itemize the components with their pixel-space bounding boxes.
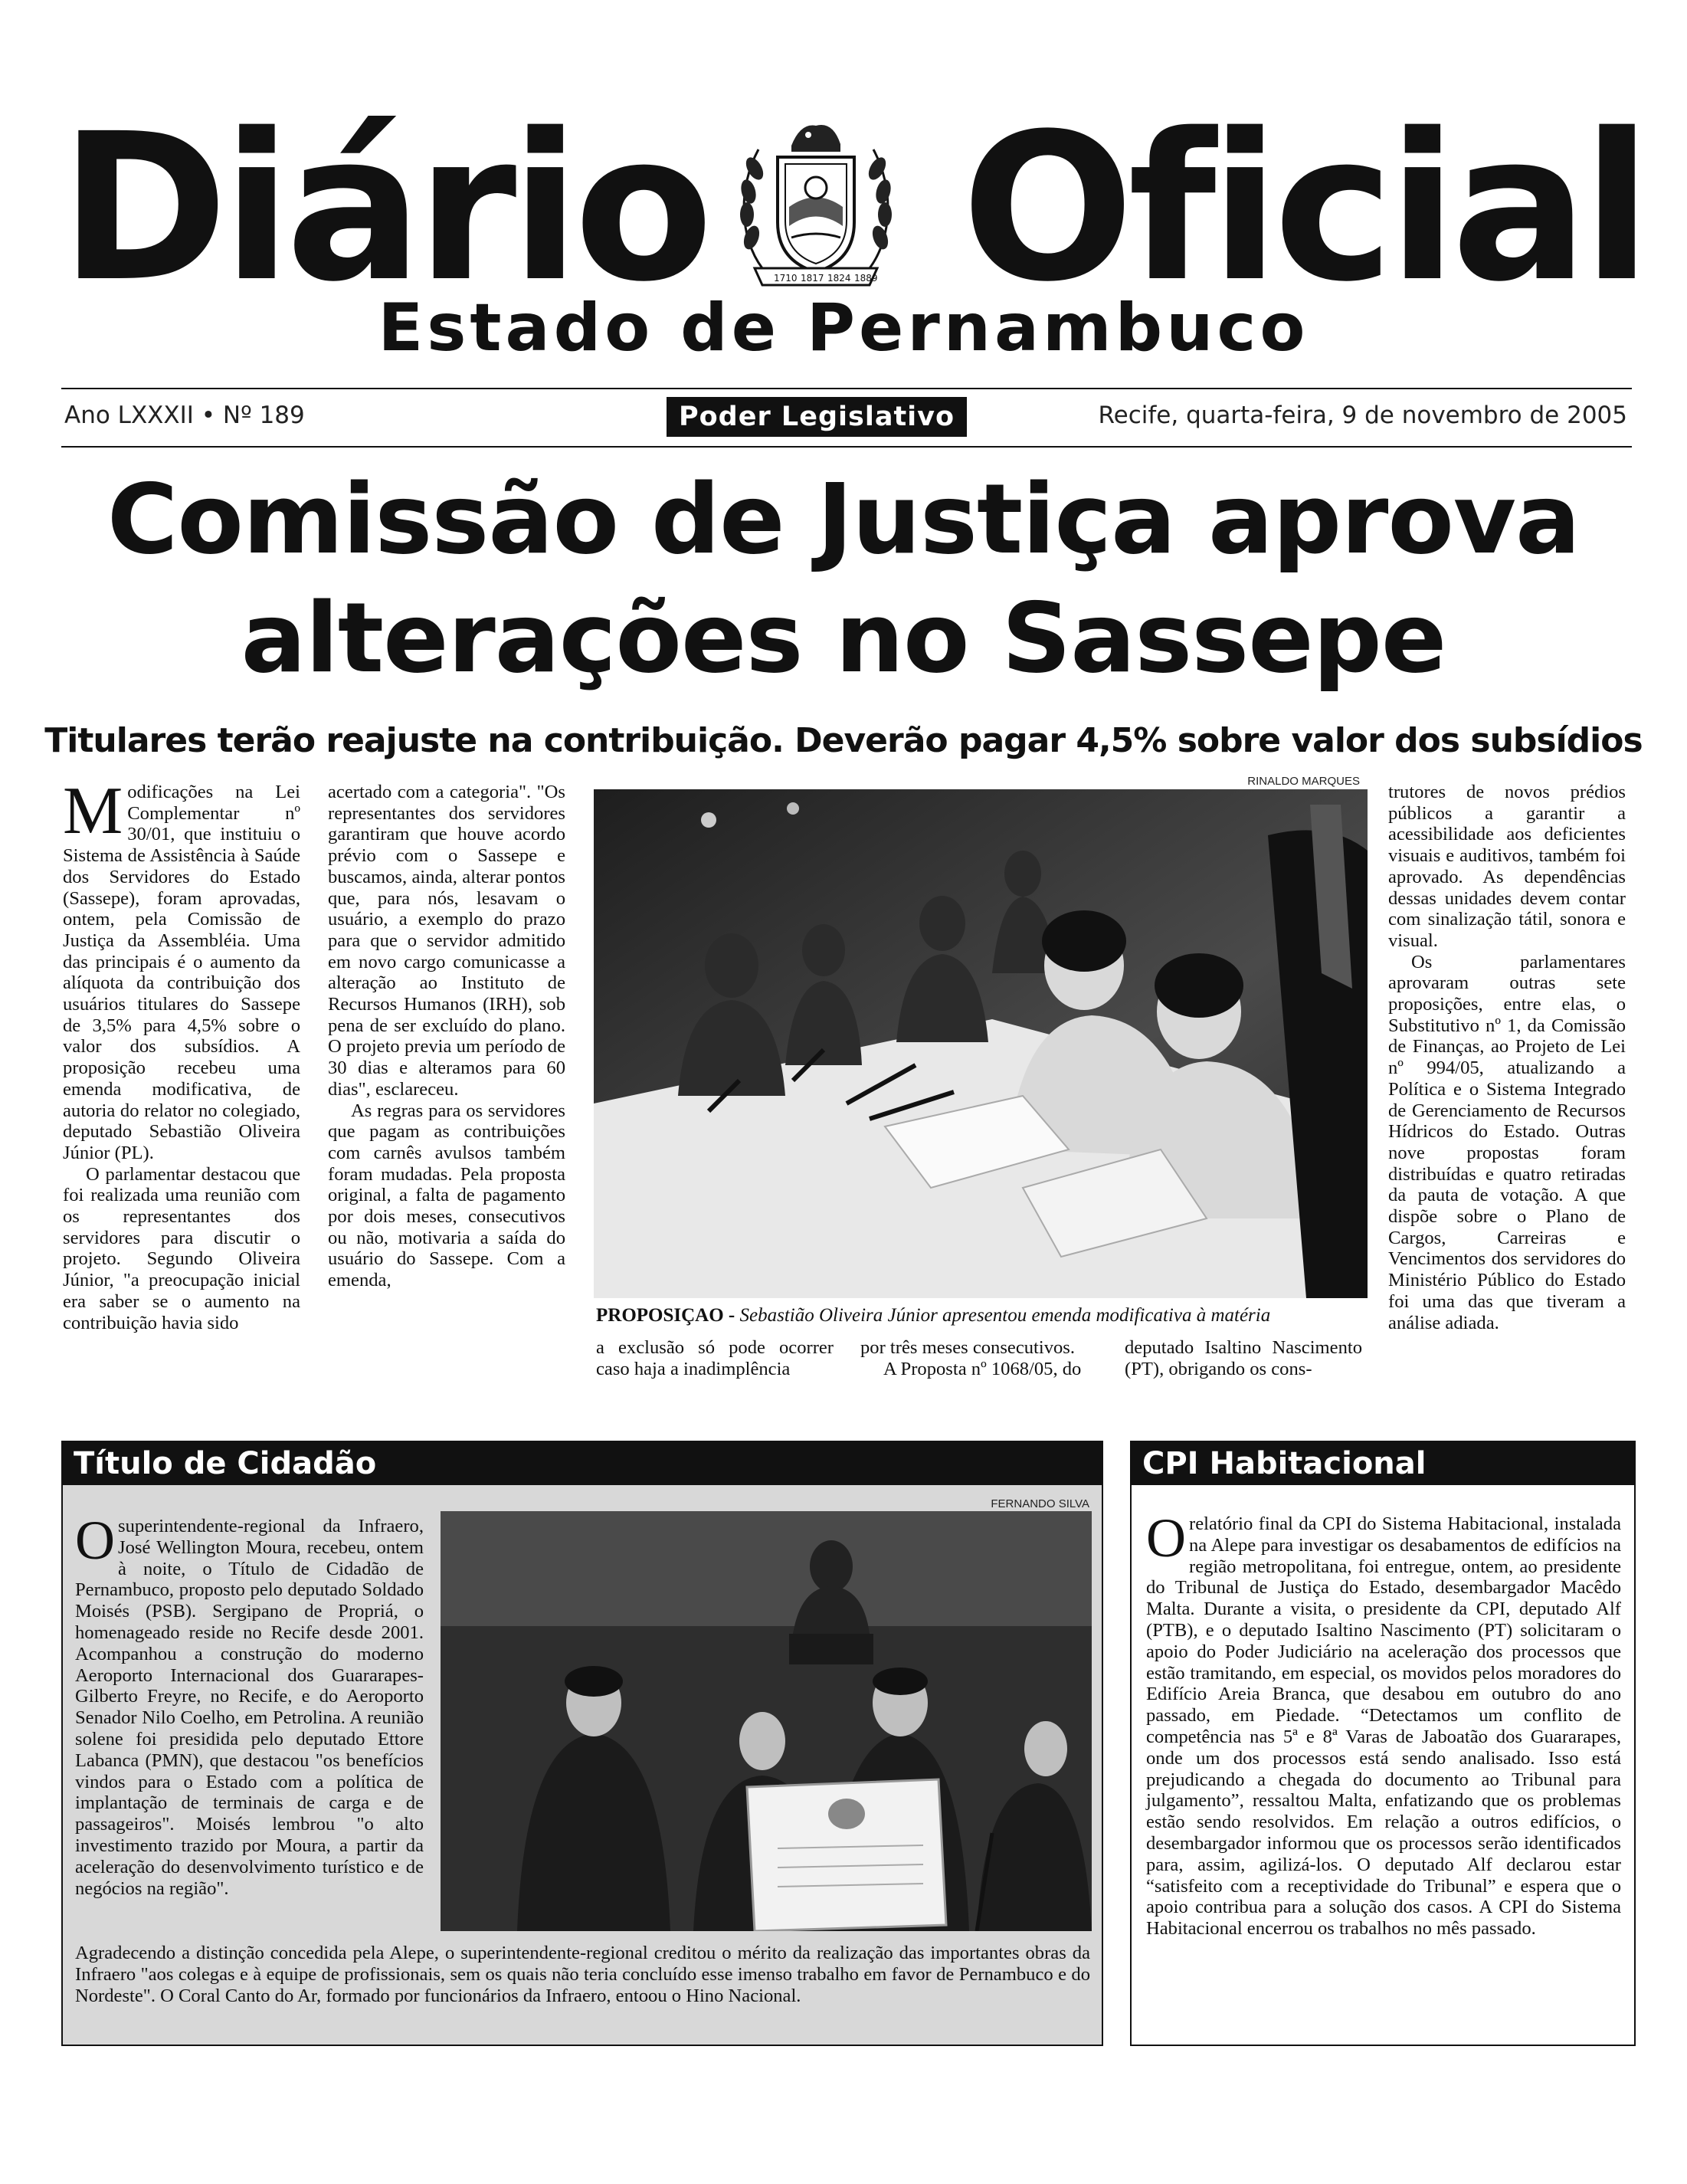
state-coat-of-arms-icon: [732, 115, 900, 295]
subheadline: Titulares terão reajuste na contribuição. Deverão pagar 4,5% sobre valor dos subsídios: [44, 721, 1643, 760]
lead-column-2: [328, 782, 565, 1291]
lead-column-5: [1125, 1337, 1362, 1379]
titulo-text-full: [75, 1943, 1090, 2006]
cpi-text: [1146, 1507, 1621, 1940]
lead-column-4: [860, 1337, 1098, 1379]
titulo-photo: [441, 1511, 1092, 1931]
masthead-title-right: Oficial: [961, 90, 1646, 326]
cpi-header: CPI Habitacional: [1132, 1442, 1634, 1485]
dropcap-o-titulo: O: [75, 1510, 115, 1571]
titulo-paragraph-1: superintendente-regional da Infraero, José Wellington Moura, recebeu, ontem à noite, o Título de Cidadão de Pernambuco, proposto pelo deputado Soldado Moisés (PSB). Sergipano de Propriá, o homenageado reside no Recife desde 2001. Acompanhou a construção do moderno Aeroporto Internacional dos Guararapes-Gilberto Freyre, no Recife, e do Aeroporto Senador Nilo Coelho, em Petrolina. A reunião solene foi presidida pelo deputado Ettore Labanca (PMN), que destacou "os benefícios vindos para o Estado com a política de implantação de terminais de carga e de passageiros". Moisés lembrou "o alto investimento trazido por Moura, a partir da aceleração do desenvolvimento turístico e de negócios na região".: [75, 1516, 424, 1899]
titulo-cidadao-header: Título de Cidadão: [63, 1442, 1102, 1485]
lead-column-3: [596, 1337, 834, 1379]
crest-year-1889: 1889: [854, 273, 878, 284]
lead-photo-caption: [596, 1305, 1370, 1326]
crest-year-1824: 1824: [827, 273, 851, 284]
lead-col4-paragraph-1: por três meses consecutivos.: [860, 1337, 1076, 1358]
lead-col6-paragraph-2: Os parlamentares aprovaram outras sete proposições, entre elas, o Substitutivo nº 1, da Comissão de Finanças, ao Projeto de Lei nº 994/05, atualizando a Política e o Sistema Integrado de Gerenciamento de Recursos Hídricos do Estado. Outras nove propostas foram distribuídas e quatro retiradas da pauta de votação. A que dispõe sobre o Plano de Cargos, Carreiras e Vencimentos dos servidores do Ministério Público do Estado foi uma das que tiveram a análise adiada.: [1388, 951, 1626, 1333]
lead-col4-paragraph-2: A Proposta nº 1068/05, do: [883, 1358, 1082, 1379]
crest-year-1710: 1710: [774, 273, 798, 284]
edition-number: Ano LXXXII • Nº 189: [64, 402, 305, 429]
lead-col1-paragraph-1: odificações na Lei Complementar nº 30/01, que instituiu o Sistema de Assistência à Saúde dos Servidores do Estado (Sassepe), foram aprovadas, ontem, pela Comissão de Justiça da Assembléia. Uma das principais é o aumento da alíquota da contribuição dos usuários titulares do Sassepe de 3,5% para 4,5% sobre o valor dos subsídios. A proposição recebeu uma emenda modificativa, de autoria do relator no colegiado, deputado Sebastião Oliveira Júnior (PL).: [63, 782, 300, 1163]
dropcap-o-cpi: O: [1146, 1507, 1186, 1569]
lead-col5-paragraph-1: deputado Isaltino Nascimento (PT), obrigando os cons-: [1125, 1337, 1362, 1379]
masthead-title-left: Diário: [60, 90, 708, 326]
masthead-bottom-rule: [61, 446, 1632, 448]
lead-column-6: [1388, 782, 1626, 1333]
masthead-top-rule: [61, 388, 1632, 389]
lead-col6-paragraph-1: trutores de novos prédios públicos a garantir a acessibilidade aos deficientes visuais e auditivos, também foi aprovado. As dependências dessas unidades devem contar com sinalização tátil, sonora e visual.: [1388, 782, 1626, 951]
lead-column-1: [63, 774, 300, 1333]
masthead-subtitle: Estado de Pernambuco: [378, 290, 1309, 366]
dropcap-m: M: [63, 774, 123, 848]
titulo-photo-credit: FERNANDO SILVA: [991, 1497, 1089, 1510]
titulo-text-wrap: [75, 1510, 424, 1899]
crest-year-1817: 1817: [801, 273, 824, 284]
titulo-paragraph-2: Agradecendo a distinção concedida pela Alepe, o superintendente-regional creditou o mérito da realização das importantes obras da Infraero "aos colegas e à equipe de profissionais, sem os quais não teria concluído esse imenso trabalho em favor de Pernambuco e do Nordeste". O Coral Canto do Ar, formado por funcionários da Infraero, entoou o Hino Nacional.: [75, 1943, 1090, 2006]
caption-lead: PROPOSIÇAO -: [596, 1305, 735, 1326]
lead-photo: [594, 789, 1368, 1298]
lead-col3-paragraph-1: a exclusão só pode ocorrer caso haja a inadimplência: [596, 1337, 834, 1379]
lead-col1-paragraph-2: O parlamentar destacou que foi realizada uma reunião com os representantes dos servidores para discutir o projeto. Segundo Oliveira Júnior, "a preocupação inicial era saber se o aumento na contribuição havia sido: [63, 1163, 300, 1333]
lead-col2-paragraph-1: acertado com a categoria". "Os representantes dos servidores garantiram que houve acordo prévio com o Sassepe e buscamos, ainda, alterar pontos que, para nós, lesavam o usuário, a exemplo do prazo para que o servidor admitido em novo cargo comunicasse a alteração ao Instituto de Recursos Humanos (IRH), sob pena de ser excluído do plano. O projeto previa um período de 30 dias e alteramos para 60 dias", esclareceu.: [328, 782, 565, 1100]
headline-line-2: alterações no Sassepe: [241, 582, 1446, 694]
dateline: Recife, quarta-feira, 9 de novembro de 2005: [1098, 402, 1627, 429]
headline-line-1: Comissão de Justiça aprova: [106, 463, 1581, 576]
section-badge: Poder Legislativo: [667, 397, 967, 437]
lead-col2-paragraph-2: As regras para os servidores que pagam as contribuições com carnês avulsos também foram mudadas. Pela proposta original, a falta de pagamento por dois meses, consecutivos ou não, motivaria a saída do usuário do Sassepe. Com a emenda,: [328, 1100, 565, 1291]
caption-text: Sebastião Oliveira Júnior apresentou emenda modificativa à matéria: [739, 1305, 1271, 1326]
lead-photo-credit: RINALDO MARQUES: [1247, 775, 1360, 788]
cpi-paragraph: relatório final da CPI do Sistema Habitacional, instalada na Alepe para investigar os desabamentos de edifícios na região metropolitana, foi entregue, ontem, ao presidente do Tribunal de Justiça do Estado, desembargador Macêdo Malta. Durante a visita, o presidente da CPI, deputado Alf (PTB), e o deputado Isaltino Nascimento (PT) solicitaram o apoio do Poder Judiciário na aceleração dos processos que estão tramitando, em especial, os movidos pelos moradores do Edifício Areia Branca, que desabou em outubro do ano passado, em Piedade. “Detectamos um conflito de competência nas 5ª e 8ª Varas de Jaboatão dos Guararapes, onde um dos processos está sendo analisado. Isso está prejudicando a chegada do documento ao Tribunal para julgamento”, ressaltou Malta, enfatizando que os problemas estão sendo resolvidos. Em relação a outros edifícios, o desembargador informou que os processos serão identificados para, assim, agilizá-los. O deputado Alf declarou estar “satisfeito com a receptividade do Tribunal” e espera que o apoio contribua para a solução dos casos. A CPI do Sistema Habitacional encerrou os trabalhos no mês passado.: [1146, 1513, 1621, 1940]
